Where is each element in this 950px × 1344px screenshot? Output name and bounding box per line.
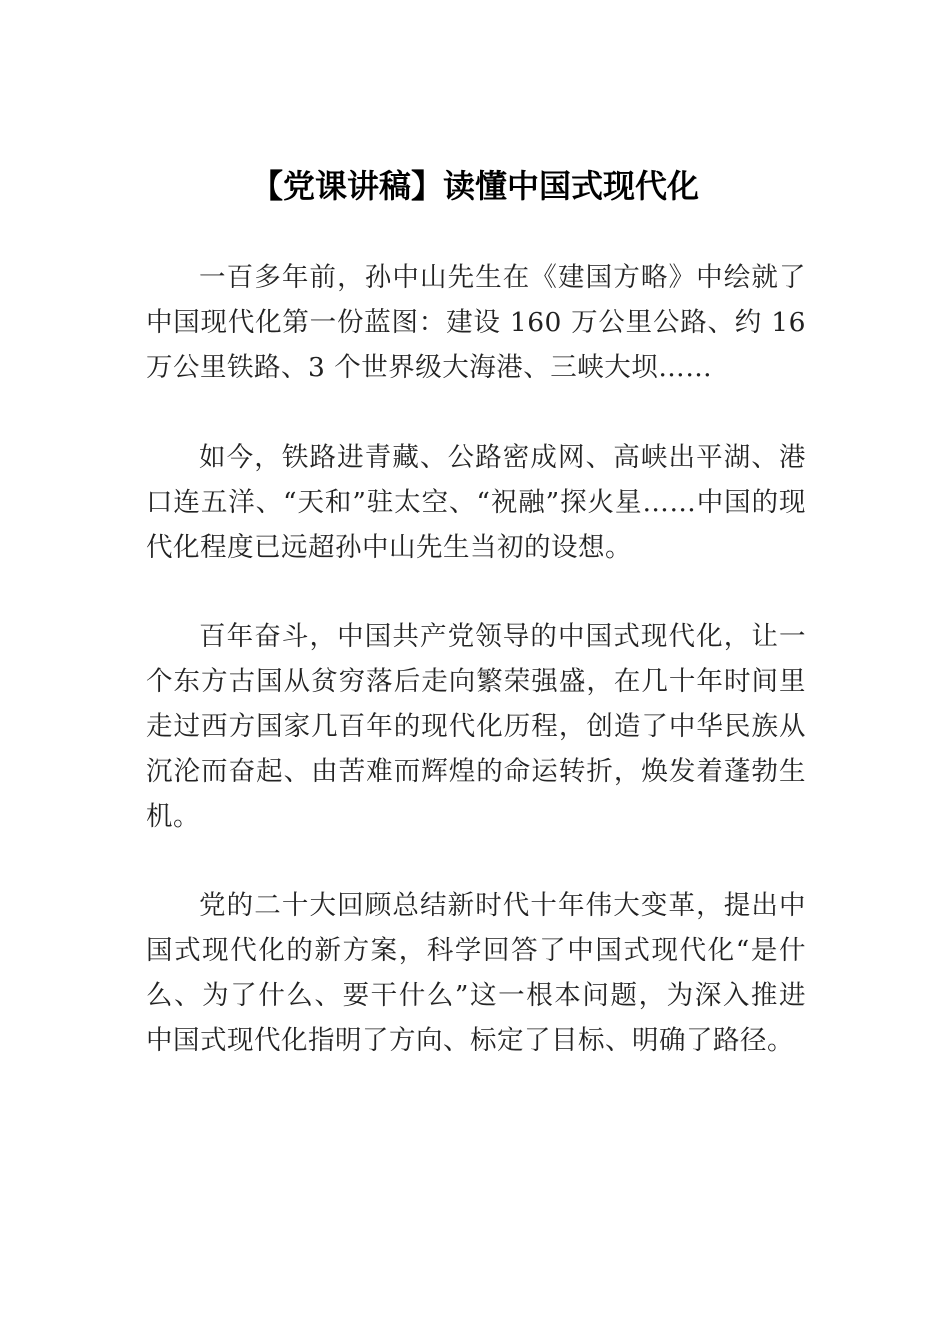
paragraph-3: 百年奋斗，中国共产党领导的中国式现代化，让一个东方古国从贫穷落后走向繁荣强盛，在几十年时间里走过西方国家几百年的现代化历程，创造了中华民族从沉沦而奋起、由苦难而辉煌的命运转折，焕发着蓬勃生机。 [146,621,806,832]
paragraph-2: 如今，铁路进青藏、公路密成网、高峡出平湖、港口连五洋、“天和”驻太空、“祝融”探火星……中国的现代化程度已远超孙中山先生当初的设想。 [146,442,806,563]
paragraph-1: 一百多年前，孙中山先生在《建国方略》中绘就了中国现代化第一份蓝图：建设 160 万公里公路、约 16 万公里铁路、3 个世界级大海港、三峡大坝…… [146,262,806,383]
document-title: 【党课讲稿】读懂中国式现代化 [250,167,699,205]
paragraph-4: 党的二十大回顾总结新时代十年伟大变革，提出中国式现代化的新方案，科学回答了中国式现代化“是什么、为了什么、要干什么”这一根本问题，为深入推进中国式现代化指明了方向、标定了目标、明确了路径。 [146,890,806,1056]
